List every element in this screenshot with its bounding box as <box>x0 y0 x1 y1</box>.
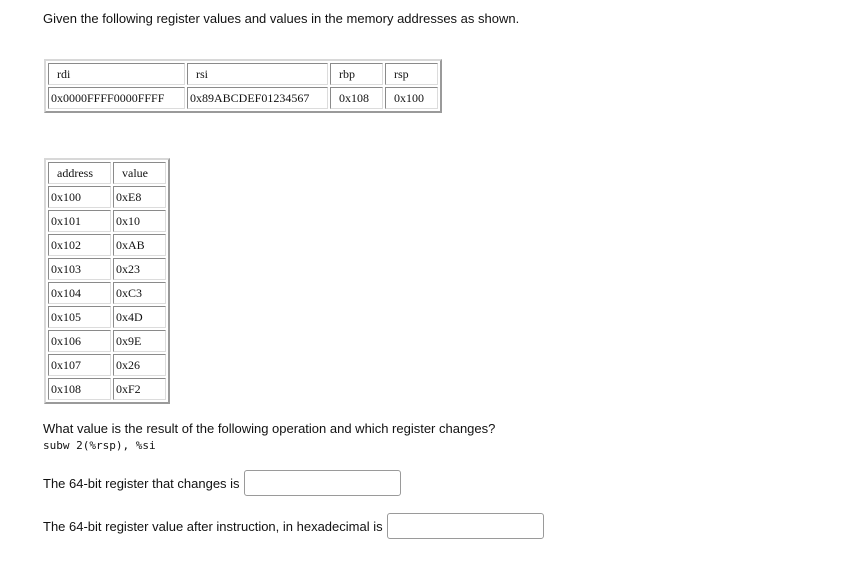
memory-value: 0x4D <box>113 306 166 328</box>
memory-address: 0x101 <box>48 210 111 232</box>
memory-value: 0xAB <box>113 234 166 256</box>
table-row <box>48 378 166 400</box>
memory-value: 0xF2 <box>113 378 166 400</box>
hex-answer-label: The 64-bit register value after instruction, in hexadecimal is <box>43 518 383 534</box>
register-header-row <box>48 63 438 85</box>
header-rsp: rsp <box>385 63 438 85</box>
register-answer-row <box>43 470 401 496</box>
memory-address: 0x100 <box>48 186 111 208</box>
table-row <box>48 186 166 208</box>
register-answer-input[interactable] <box>244 470 401 496</box>
header-rdi: rdi <box>48 63 185 85</box>
memory-value: 0xC3 <box>113 282 166 304</box>
register-value-row <box>48 87 438 109</box>
memory-table <box>44 158 170 404</box>
hex-answer-row <box>43 513 544 539</box>
memory-value: 0x23 <box>113 258 166 280</box>
memory-address: 0x108 <box>48 378 111 400</box>
table-row <box>48 306 166 328</box>
question-text: What value is the result of the following operation and which register changes? <box>43 421 496 436</box>
header-value: value <box>113 162 166 184</box>
memory-value: 0x9E <box>113 330 166 352</box>
header-rbp: rbp <box>330 63 383 85</box>
value-rdi: 0x0000FFFF0000FFFF <box>48 87 185 109</box>
table-row <box>48 330 166 352</box>
table-row <box>48 354 166 376</box>
memory-address: 0x102 <box>48 234 111 256</box>
value-rbp: 0x108 <box>330 87 383 109</box>
hex-answer-input[interactable] <box>387 513 544 539</box>
header-rsi: rsi <box>187 63 328 85</box>
table-row <box>48 282 166 304</box>
memory-address: 0x106 <box>48 330 111 352</box>
memory-address: 0x104 <box>48 282 111 304</box>
value-rsp: 0x100 <box>385 87 438 109</box>
memory-address: 0x103 <box>48 258 111 280</box>
memory-value: 0x10 <box>113 210 166 232</box>
memory-address: 0x105 <box>48 306 111 328</box>
intro-text: Given the following register values and values in the memory addresses as shown. <box>43 11 520 26</box>
value-rsi: 0x89ABCDEF01234567 <box>187 87 328 109</box>
table-row <box>48 234 166 256</box>
table-row <box>48 258 166 280</box>
register-table <box>44 59 442 113</box>
register-answer-label: The 64-bit register that changes is <box>43 475 240 491</box>
memory-value: 0x26 <box>113 354 166 376</box>
memory-header-row <box>48 162 166 184</box>
instruction-code: subw 2(%rsp), %si <box>43 439 156 452</box>
memory-value: 0xE8 <box>113 186 166 208</box>
table-row <box>48 210 166 232</box>
header-address: address <box>48 162 111 184</box>
memory-address: 0x107 <box>48 354 111 376</box>
